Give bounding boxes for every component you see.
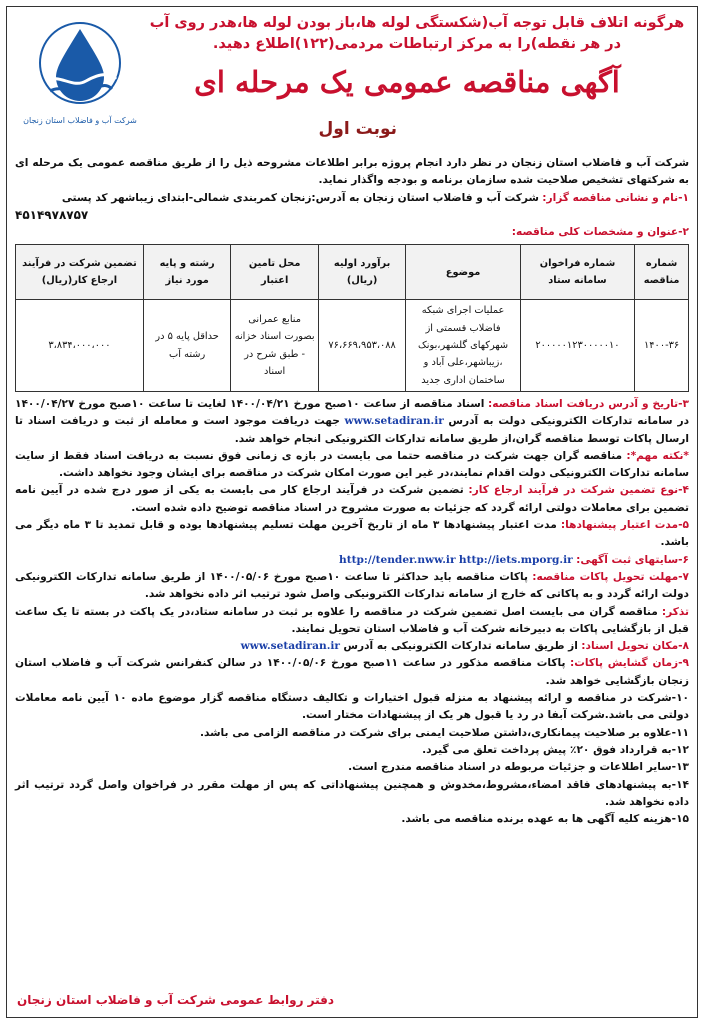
section-label: ۱-نام و نشانی مناقصه گزار: bbox=[542, 191, 689, 204]
section-text: اسناد مناقصه از ساعت ۱۰صبح مورخ ۱۴۰۰/۰۴/۲۱ لغایت تا ساعت ۱۰صبح مورخ ۱۴۰۰/۰۴/۲۷ در سامانه تدارکات الکترونیکی دولت به آدرس bbox=[15, 397, 690, 428]
intro-text: شرکت آب و فاضلاب استان زنجان در نظر دارد انجام پروژه برابر اطلاعات مشروحه ذیل را از طریق مناقصه عمومی یک مرحله ای به شرکتهای تشخیص صلاحیت شده سازمان برنامه و بودجه واگذار نماید. bbox=[15, 157, 689, 187]
tender-table bbox=[15, 244, 689, 391]
column-header: شماره مناقصه bbox=[635, 245, 689, 300]
section-label: ۵-مدت اعتبار پیشنهادها: bbox=[560, 519, 689, 532]
tender-link[interactable]: http://tender.nww.ir bbox=[339, 553, 456, 566]
section-websites bbox=[15, 552, 689, 569]
tender-number: ۱۴۰۰-۳۶ bbox=[635, 300, 689, 391]
tender-subject: عملیات اجرای شبکه فاضلاب قسمتی از شهرکهای گلشهر،بونک ،زیباشهر،علی آباد و ساختمان اداری جدید bbox=[406, 300, 520, 391]
iets-link[interactable]: http://iets.mporg.ir bbox=[458, 553, 573, 566]
section-label: ۲-عنوان و مشخصات کلی مناقصه: bbox=[511, 226, 689, 239]
section-text: مناقصه گران جهت شرکت در مناقصه حتما می بایست در بازه ی زمانی فوق نسبت به دریافت اسناد فقط از سایت سامانه تدارکات الکترونیکی دولت اقدام نمایند،در غیر این صورت امکان شرکت در مناقصه برای ایشان وجود نخواهد داشت. bbox=[15, 449, 689, 480]
section-validity bbox=[15, 517, 689, 552]
section-label: *نکته مهم*: bbox=[626, 449, 689, 462]
column-header: موضوع bbox=[406, 245, 520, 300]
section-label: ۷-مهلت تحویل پاکات مناقصه: bbox=[532, 570, 689, 583]
section-label: ۹-زمان گشایش پاکات: bbox=[569, 657, 689, 670]
section-text: از طریق سامانه تدارکات الکترونیکی به آدرس bbox=[343, 640, 578, 653]
section-label: ۳-تاریخ و آدرس دریافت اسناد مناقصه: bbox=[488, 397, 690, 410]
section-text: پاکات مناقصه مذکور در ساعت ۱۱صبح مورخ ۱۴۰۰/۰۵/۰۶ در سالن کنفرانس شرکت آب و فاضلاب استان زنجان بازگشایی خواهد شد. bbox=[15, 657, 689, 687]
list-item: ۱۴-به پیشنهادهای فاقد امضاء،مشروط،مخدوش و همچنین پیشنهاداتی که پس از مهلت مقرر در فراخوان واصل گردد ترتیب اثر داده نخواهد شد. bbox=[15, 778, 689, 808]
table-row bbox=[16, 300, 689, 391]
setad-link[interactable]: www.setadiran.ir bbox=[344, 415, 444, 428]
important-note bbox=[15, 448, 689, 483]
column-header: تضمین شرکت در فرآیند ارجاع کار(ریال) bbox=[16, 245, 144, 300]
section-label: تذکر: bbox=[661, 605, 689, 618]
section-text: شرکت آب و فاضلاب استان زنجان به آدرس:زنجان کمربندی شمالی-ابتدای زیباشهر کد پستی bbox=[61, 191, 539, 204]
section-opening-time bbox=[15, 655, 689, 690]
list-item: ۱۱-علاوه بر صلاحیت پیمانکاری،داشتن صلاحیت ایمنی برای شرکت در مناقصه الزامی می باشد. bbox=[199, 726, 689, 739]
column-header: برآورد اولیه (ریال) bbox=[318, 245, 405, 300]
section-text: تضمین شرکت در فرآیند ارجاع کار می بایست به یکی از صور درج شده در آیین نامه تضمین برای معاملات دولتی ارائه گردد که جزئیات به صورت مشروح در اسناد مناقصه توضیح داده شده است. bbox=[15, 484, 689, 514]
column-header: رشته و پایه مورد نیاز bbox=[143, 245, 230, 300]
column-header: شماره فراخوان سامانه ستاد bbox=[520, 245, 634, 300]
section-documents bbox=[15, 396, 689, 448]
initial-estimate: ۷۶،۶۶۹،۹۵۳،۰۸۸ bbox=[318, 300, 405, 391]
list-item: ۱۳-سایر اطلاعات و جزئیات مربوطه در اسناد مناقصه مندرج است. bbox=[348, 761, 689, 774]
list-item: ۱۲-به قرارداد فوق ۲۰٪ پیش پرداخت تعلق می گیرد. bbox=[422, 743, 689, 756]
header bbox=[7, 7, 697, 155]
list-item: ۱۰-شرکت در مناقصه و ارائه پیشنهاد به منزله قبول اختیارات و تکالیف دستگاه مناقصه گزار موضوع ماده ۱۰ آیین نامه معاملات دولتی می باشد.شرکت آبفا در رد یا قبول هر یک از پیشنهادات مختار است. bbox=[15, 692, 689, 722]
page-subtitle: نوبت اول bbox=[318, 119, 397, 139]
column-header: محل تامین اعتبار bbox=[231, 245, 318, 300]
water-drop-logo-icon bbox=[20, 15, 140, 115]
postal-code: ۴۵۱۴۹۷۸۷۵۷ bbox=[15, 207, 89, 222]
notice-body bbox=[15, 155, 689, 828]
required-grade: حداقل پایه ۵ در رشته آب bbox=[143, 300, 230, 391]
section-organizer bbox=[15, 190, 689, 207]
table-header-row bbox=[16, 245, 689, 300]
section-delivery-place bbox=[15, 638, 689, 655]
guarantee-amount: ۳،۸۳۴،۰۰۰،۰۰۰ bbox=[16, 300, 144, 391]
section-text: جهت دریافت موجود است و معامله از ثبت و دریافت اسناد تا ارسال پاکات توسط مناقصه گران،از طریق سامانه تدارکات الکترونیکی انجام خواهد شد. bbox=[15, 415, 689, 445]
section-text: مدت اعتبار پیشنهادها ۳ ماه از تاریخ آخرین مهلت تسلیم پیشنهادها بوده و قابل تمدید تا ۳ ماه دیگر می باشد. bbox=[15, 519, 689, 549]
section-label: ۴-نوع تضمین شرکت در فرآیند ارجاع کار: bbox=[468, 484, 689, 497]
section-label: ۸-مکان تحویل اسناد: bbox=[581, 640, 689, 653]
funding-source: منابع عمرانی بصورت اسناد خزانه - طبق شرح در اسناد bbox=[231, 300, 318, 391]
section-text: پاکات مناقصه باید حداکثر تا ساعت ۱۰صبح مورخ ۱۴۰۰/۰۵/۰۶ از طریق سامانه تدارکات الکترونیکی دولت ارائه گردد و به پاکاتی که خارج از سامانه تدارکات الکترونیکی واصل شود ترتیب اثر داده نخواهد شد. bbox=[15, 570, 689, 601]
water-waste-notice: هرگونه اتلاف قابل توجه آب(شکستگی لوله ها،باز بودن لوله ها،هدر روی آب در هر نقطه)را به مرکز ارتباطات مردمی(۱۲۲)اطلاع دهید. bbox=[149, 15, 685, 52]
footer-signature: دفتر روابط عمومی شرکت آب و فاضلاب استان زنجان bbox=[17, 993, 335, 1007]
section-guarantee-type bbox=[15, 482, 689, 517]
setad-link[interactable]: www.setadiran.ir bbox=[240, 640, 340, 653]
company-logo bbox=[15, 15, 145, 135]
section-label: ۶-سایتهای ثبت آگهی: bbox=[576, 553, 689, 566]
tender-notice-page bbox=[6, 6, 698, 1018]
page-title: آگهی مناقصه عمومی یک مرحله ای bbox=[194, 65, 620, 99]
section-spec bbox=[15, 224, 689, 241]
section-deadline bbox=[15, 569, 689, 604]
list-item: ۱۵-هزینه کلیه آگهی ها به عهده برنده مناقصه می باشد. bbox=[401, 813, 689, 826]
setad-call-number: ۲۰۰۰۰۰۱۲۳۰۰۰۰۰۱۰ bbox=[520, 300, 634, 391]
logo-caption: شرکت آب و فاضلاب استان زنجان bbox=[23, 116, 137, 125]
section-text: مناقصه گران می بایست اصل تضمین شرکت در مناقصه را علاوه بر ثبت در سامانه ستاد،در یک پاکت در بسته تا یک ساعت قبل از بازگشایی پاکات به دبیرخانه شرکت آب و فاضلاب استان تحویل نمایند. bbox=[15, 605, 689, 635]
reminder-note bbox=[15, 604, 689, 639]
